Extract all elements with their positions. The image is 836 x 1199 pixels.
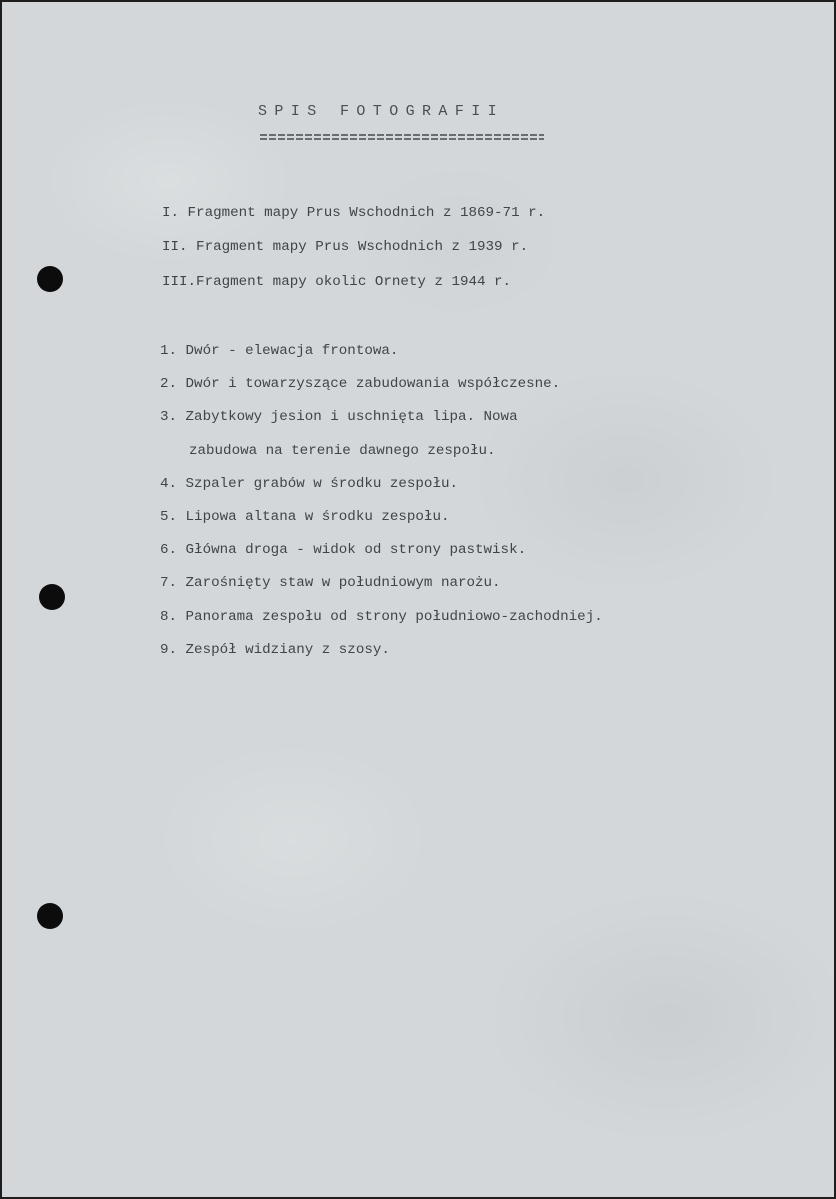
photo-list-item-8: 8. Panorama zespołu od strony południowo-zachodniej. <box>160 609 603 625</box>
punch-hole-bottom <box>37 903 63 929</box>
map-list-item-2: II. Fragment mapy Prus Wschodnich z 1939 r. <box>162 239 529 255</box>
photo-list-item-3: 3. Zabytkowy jesion i uschnięta lipa. Nowa <box>160 409 518 425</box>
document-title: SPIS FOTOGRAFII <box>258 103 505 120</box>
photo-list-item-9: 9. Zespół widziany z szosy. <box>160 642 390 658</box>
punch-hole-top <box>37 266 63 292</box>
punch-hole-middle <box>39 584 65 610</box>
photo-list-item-2: 2. Dwór i towarzyszące zabudowania współczesne. <box>160 376 561 392</box>
photo-list-item-1: 1. Dwór - elewacja frontowa. <box>160 343 399 359</box>
map-list-item-3: III.Fragment mapy okolic Ornety z 1944 r. <box>162 274 512 290</box>
photo-list-item-6: 6. Główna droga - widok od strony pastwisk. <box>160 542 527 558</box>
photo-list-item-7: 7. Zarośnięty staw w południowym narożu. <box>160 575 501 591</box>
map-list-item-1: I. Fragment mapy Prus Wschodnich z 1869-71 r. <box>162 205 546 221</box>
photo-list-item-4: 4. Szpaler grabów w środku zespołu. <box>160 476 458 492</box>
title-double-underline <box>260 134 544 140</box>
photo-list-item-5: 5. Lipowa altana w środku zespołu. <box>160 509 450 525</box>
photo-list-item-3-continuation: zabudowa na terenie dawnego zespołu. <box>189 443 496 459</box>
